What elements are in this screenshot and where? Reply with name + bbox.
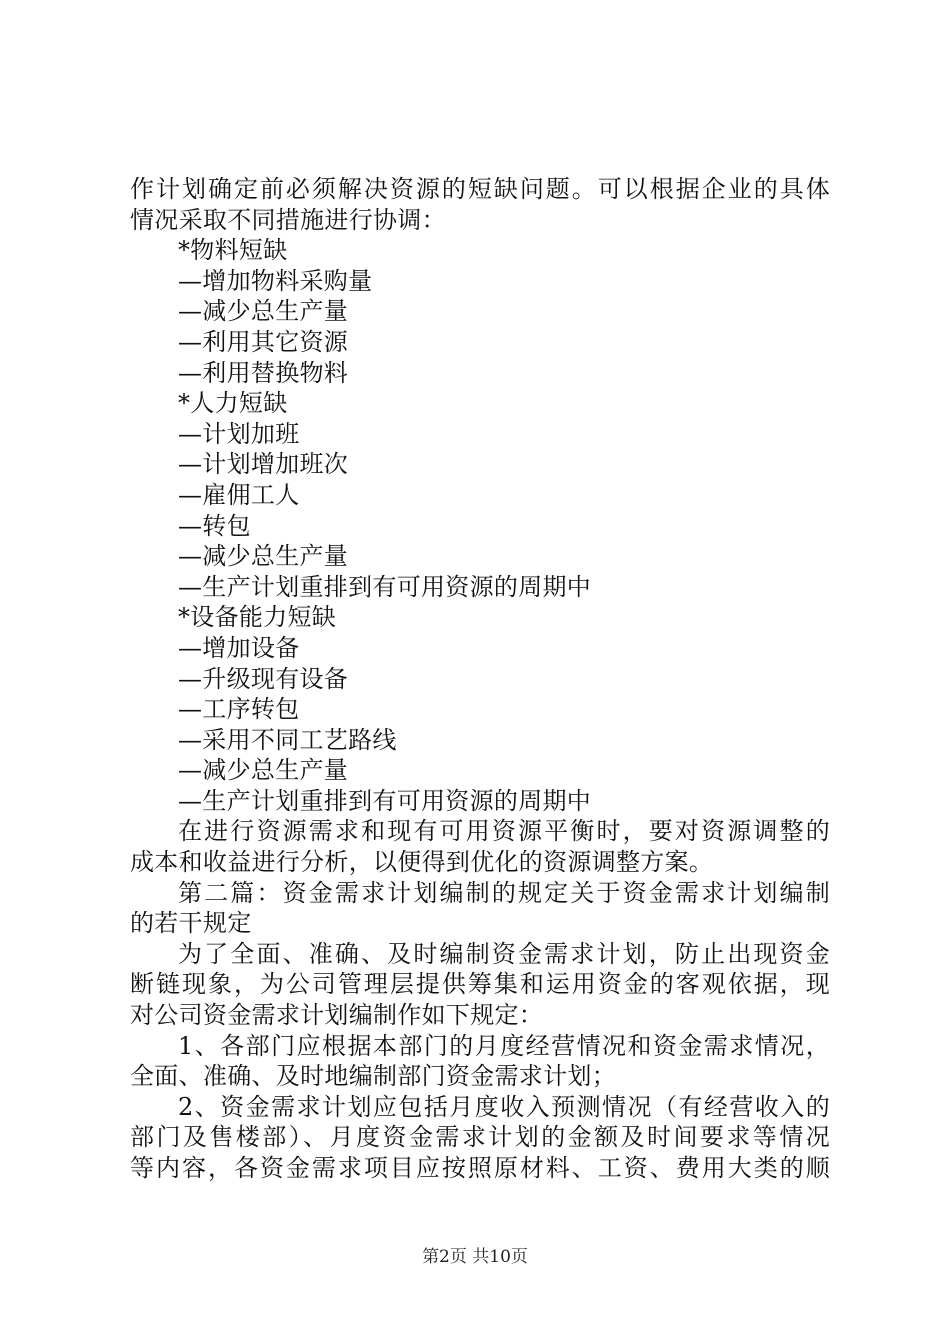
- paragraph-line: 等内容，各资金需求项目应按照原材料、工资、费用大类的顺: [130, 1154, 830, 1182]
- list-item: —采用不同工艺路线: [178, 725, 397, 754]
- list-item: —减少总生产量: [178, 542, 349, 571]
- list-item: —减少总生产量: [178, 756, 349, 785]
- paragraph-line: 部门及售楼部）、月度资金需求计划的金额及时间要求等情况: [130, 1123, 830, 1152]
- list-item: —利用替换物料: [178, 358, 349, 387]
- list-item: —升级现有设备: [178, 664, 349, 693]
- paragraph-line: 2、资金需求计划应包括月度收入预测情况（有经营收入的: [178, 1092, 830, 1121]
- paragraph-line: 断链现象，为公司管理层提供筹集和运用资金的客观依据，现: [130, 970, 830, 999]
- list-item: —雇佣工人: [178, 480, 300, 509]
- paragraph-line: 成本和收益进行分析，以便得到优化的资源调整方案。: [130, 848, 714, 877]
- paragraph-line: 在进行资源需求和现有可用资源平衡时，要对资源调整的: [178, 817, 830, 846]
- list-item: —计划增加班次: [178, 450, 349, 479]
- paragraph-line: 为了全面、准确、及时编制资金需求计划，防止出现资金: [178, 939, 830, 968]
- list-item: —工序转包: [178, 695, 300, 724]
- document-body: [130, 174, 830, 1184]
- text-line: 作计划确定前必须解决资源的短缺问题。可以根据企业的具体: [130, 175, 830, 203]
- list-item: —生产计划重排到有可用资源的周期中: [178, 786, 592, 815]
- section-title: 第二篇：资金需求计划编制的规定关于资金需求计划编制: [178, 878, 830, 907]
- page-footer: 第2页 共10页: [422, 1247, 528, 1267]
- list-item: —增加物料采购量: [178, 266, 373, 295]
- list-heading: *物料短缺: [178, 236, 288, 265]
- list-heading: *设备能力短缺: [178, 603, 337, 632]
- list-item: —生产计划重排到有可用资源的周期中: [178, 572, 592, 601]
- list-item: —计划加班: [178, 419, 300, 448]
- paragraph-line: 对公司资金需求计划编制作如下规定：: [130, 1001, 544, 1030]
- section-title: 的若干规定: [130, 909, 252, 938]
- paragraph-line: 全面、准确、及时地编制部门资金需求计划；: [130, 1062, 616, 1091]
- paragraph-line: 1、各部门应根据本部门的月度经营情况和资金需求情况，: [178, 1031, 830, 1060]
- list-item: —利用其它资源: [178, 327, 349, 356]
- list-item: —转包: [178, 511, 251, 540]
- list-item: —减少总生产量: [178, 297, 349, 326]
- list-heading: *人力短缺: [178, 389, 288, 418]
- text-line: 情况采取不同措施进行协调：: [130, 205, 446, 234]
- list-item: —增加设备: [178, 633, 300, 662]
